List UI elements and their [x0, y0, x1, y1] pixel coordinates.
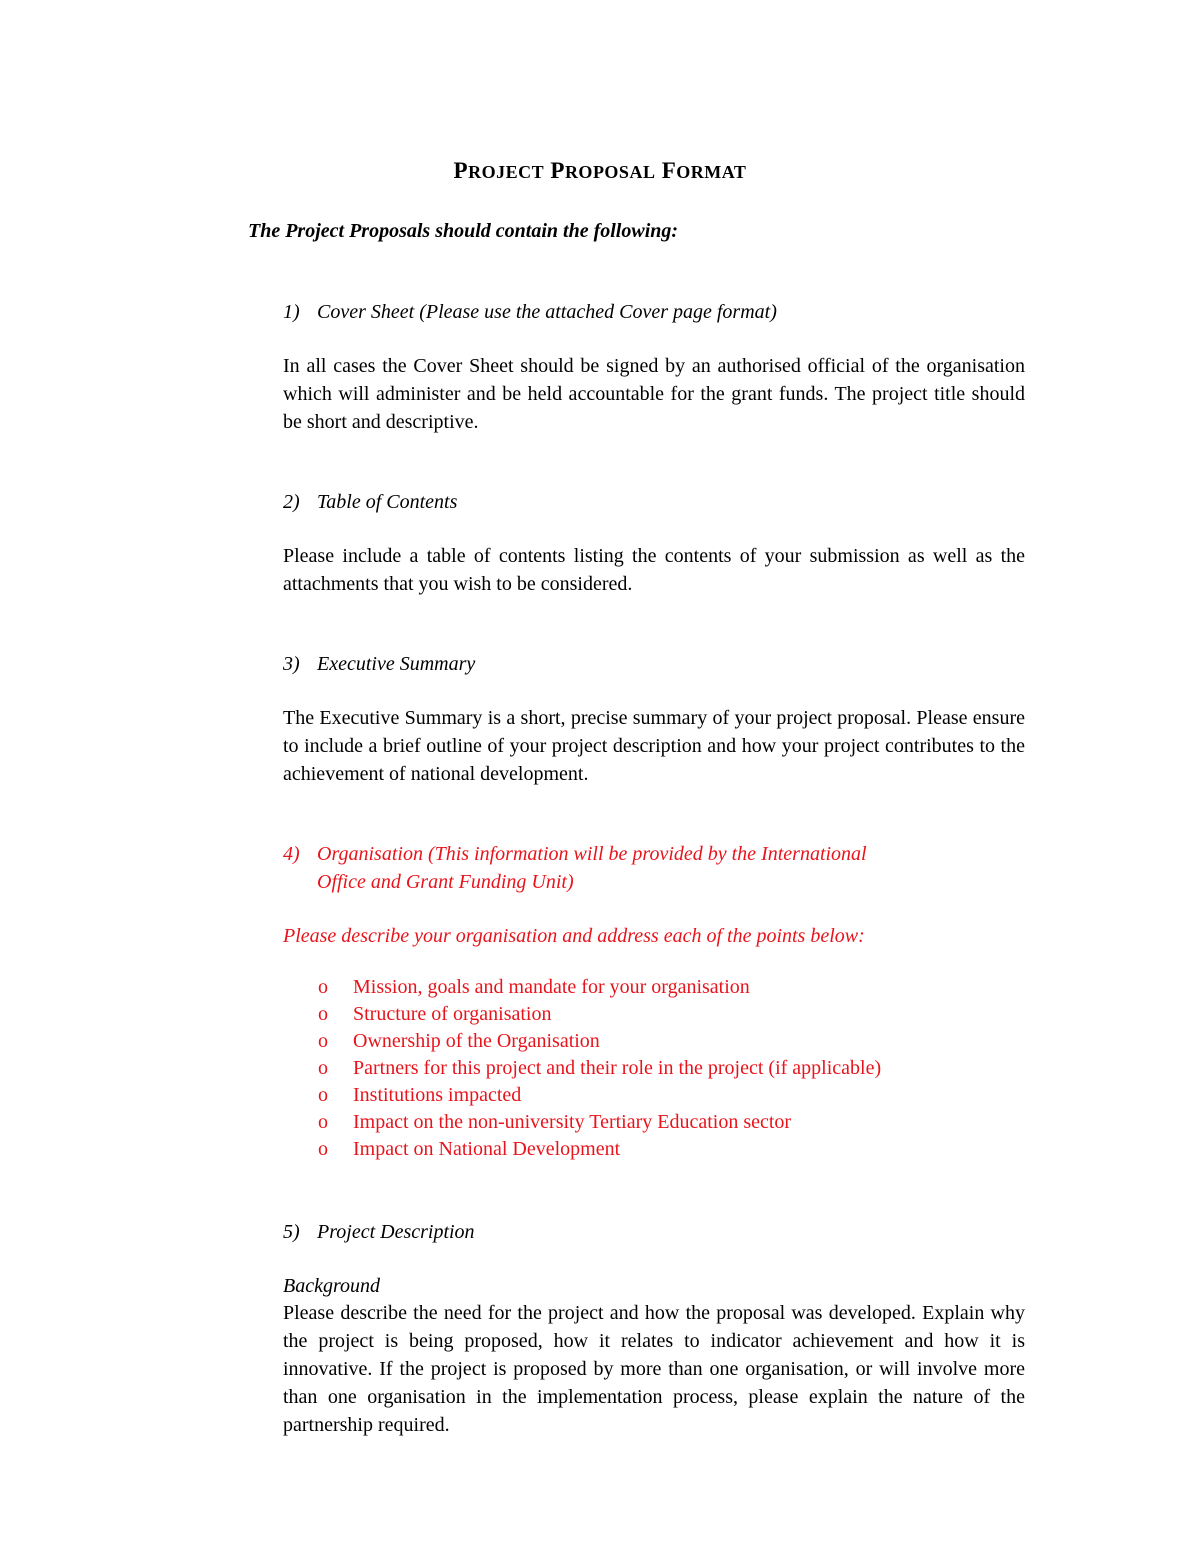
section-heading-text: Office and Grant Funding Unit) [317, 871, 574, 893]
title-word: ROPOSAL [564, 162, 656, 182]
section-number: 3) [283, 653, 300, 675]
page-title [0, 158, 1200, 184]
bullet-icon: o [318, 976, 328, 998]
list-item-text: Institutions impacted [353, 1084, 522, 1106]
title-initial: P [550, 158, 565, 183]
bullet-icon: o [318, 1030, 328, 1052]
section-heading-organisation [283, 840, 867, 896]
subheading-background: Background [283, 1275, 381, 1297]
list-item [318, 1055, 881, 1082]
section-heading-text: Executive Summary [317, 653, 476, 675]
bullet-icon: o [318, 1084, 328, 1106]
list-item-text: Mission, goals and mandate for your organisation [353, 976, 750, 998]
title-word: ORMAT [676, 162, 747, 182]
section-heading-table-of-contents [283, 488, 457, 516]
title-word: ROJECT [468, 162, 545, 182]
title-initial: F [661, 158, 677, 183]
list-item [318, 1136, 881, 1163]
section-number: 2) [283, 491, 300, 513]
bullet-icon: o [318, 1111, 328, 1133]
bullet-icon: o [318, 1138, 328, 1160]
list-item-text: Ownership of the Organisation [353, 1030, 600, 1052]
list-item [318, 974, 881, 1001]
section-number: 4) [283, 843, 300, 865]
list-item-text: Partners for this project and their role in the project (if applicable) [353, 1057, 882, 1079]
section-heading-cover-sheet [283, 298, 777, 326]
organisation-instruction: Please describe your organisation and address each of the points below: [283, 925, 865, 947]
section-heading-text: Table of Contents [317, 491, 458, 513]
organisation-points-list [318, 974, 881, 1163]
list-item [318, 1082, 881, 1109]
section-heading-text: Organisation (This information will be provided by the International [317, 843, 867, 865]
title-initial: P [453, 158, 469, 183]
section-number: 5) [283, 1221, 300, 1243]
list-item [318, 1028, 881, 1055]
list-item-text: Impact on the non-university Tertiary Education sector [353, 1111, 792, 1133]
section-heading-executive-summary [283, 650, 475, 678]
section-heading-text: Project Description [317, 1221, 475, 1243]
bullet-icon: o [318, 1003, 328, 1025]
section-heading-text: Cover Sheet (Please use the attached Cover page format) [317, 301, 777, 323]
list-item [318, 1109, 881, 1136]
list-item-text: Structure of organisation [353, 1003, 552, 1025]
section-body-table-of-contents: Please include a table of contents listing the contents of your submission as well as the attachments that you wish to be considered. [283, 545, 1025, 595]
intro-text: The Project Proposals should contain the following: [248, 220, 679, 242]
section-body-background: Please describe the need for the project and how the proposal was developed. Explain why the project is being proposed, how it relates to indicator achievement and how it is innovative. If the project is proposed by more than one organisation, or will involve more than one organisation in the implementation process, please explain the nature of the partnership required. [283, 1302, 1025, 1436]
bullet-icon: o [318, 1057, 328, 1079]
section-heading-project-description [283, 1218, 475, 1246]
section-number: 1) [283, 301, 300, 323]
list-item-text: Impact on National Development [353, 1138, 621, 1160]
section-body-cover-sheet: In all cases the Cover Sheet should be signed by an authorised official of the organisation which will administer and be held accountable for the grant funds. The project title should be short and descriptive. [283, 355, 1025, 433]
list-item [318, 1001, 881, 1028]
section-body-executive-summary: The Executive Summary is a short, precise summary of your project proposal. Please ensure to include a brief outline of your project description and how your project contributes to the achievement of national development. [283, 707, 1025, 785]
